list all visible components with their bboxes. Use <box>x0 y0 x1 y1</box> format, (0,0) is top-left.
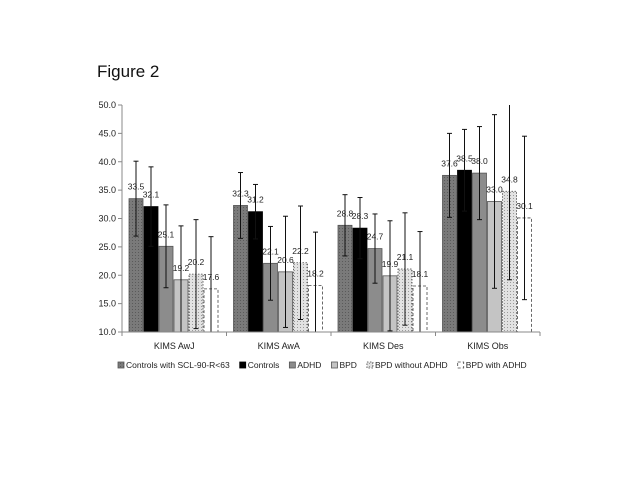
data-label: 22.1 <box>262 246 279 257</box>
data-label: 28.3 <box>351 211 369 222</box>
y-tick-label: 20.0 <box>98 270 116 281</box>
x-axis <box>122 332 540 351</box>
legend-label: BPD without ADHD <box>374 360 448 370</box>
data-label: 19.2 <box>172 262 190 273</box>
data-label: 25.1 <box>157 229 175 240</box>
x-tick-label: KIMS Obs <box>467 341 509 351</box>
legend-swatch <box>331 362 337 368</box>
x-tick-label: KIMS Des <box>362 341 404 351</box>
data-label: 32.3 <box>232 188 249 199</box>
data-label: 22.2 <box>292 245 309 256</box>
legend-label: BPD <box>339 360 357 370</box>
legend-label: ADHD <box>297 360 322 370</box>
y-axis <box>98 100 122 337</box>
legend-label: Controls <box>247 360 280 370</box>
y-tick-label: 10.0 <box>98 327 116 337</box>
data-label: 24.7 <box>366 231 384 242</box>
data-label: 34.8 <box>501 174 518 185</box>
y-tick-label: 45.0 <box>98 128 116 139</box>
data-label: 31.2 <box>247 194 264 205</box>
data-label: 38.5 <box>456 153 473 164</box>
legend <box>118 360 527 370</box>
legend-label: BPD with ADHD <box>465 360 527 370</box>
data-label: 17.6 <box>202 271 220 282</box>
figure-label: Figure 2 <box>97 62 160 81</box>
y-tick-label: 15.0 <box>98 298 116 309</box>
y-tick-label: 40.0 <box>98 156 116 167</box>
y-tick-label: 50.0 <box>98 100 116 110</box>
legend-label: Controls with SCL-90-R<63 <box>126 360 230 370</box>
x-tick-label: KIMS AwA <box>257 341 300 351</box>
legend-swatch <box>458 362 464 368</box>
data-label: 20.2 <box>187 257 205 268</box>
data-label: 38.0 <box>471 156 488 167</box>
legend-swatch <box>118 362 124 368</box>
legend-swatch <box>367 362 373 368</box>
bars <box>129 170 532 332</box>
data-label: 19.9 <box>381 258 399 269</box>
data-label: 28.8 <box>336 208 354 219</box>
y-tick-label: 25.0 <box>98 241 116 252</box>
data-label: 18.2 <box>307 268 324 279</box>
data-label: 33.0 <box>486 184 503 195</box>
data-label: 18.1 <box>411 269 429 280</box>
data-label: 21.1 <box>396 252 414 263</box>
legend-swatch <box>240 362 246 368</box>
legend-swatch <box>289 362 295 368</box>
data-label: 32.1 <box>142 189 160 200</box>
data-label: 30.1 <box>516 200 533 211</box>
y-tick-label: 35.0 <box>98 185 116 196</box>
data-label: 37.6 <box>441 158 458 169</box>
x-tick-label: KIMS AwJ <box>153 341 195 351</box>
data-label: 20.6 <box>277 254 294 265</box>
data-label: 33.5 <box>127 181 145 192</box>
y-tick-label: 30.0 <box>98 213 116 224</box>
